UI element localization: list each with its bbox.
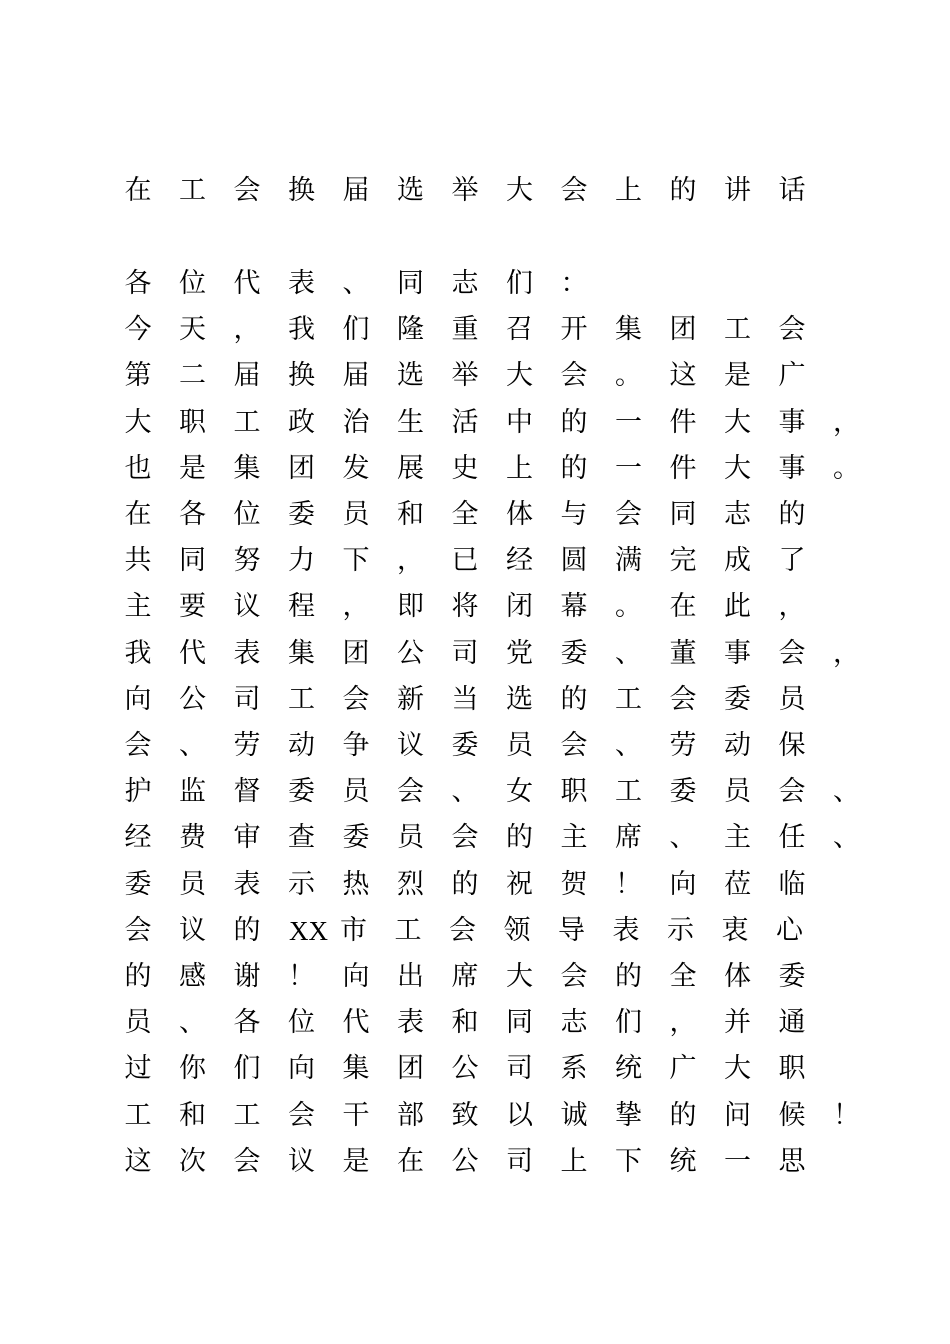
paragraph-line (0, 868, 950, 914)
glyph: 集 (342, 1053, 370, 1085)
glyph: 会 (451, 822, 479, 854)
glyph: 展 (397, 452, 424, 484)
glyph: 部 (397, 1099, 424, 1131)
glyph: 史 (451, 452, 479, 484)
glyph: 候 (778, 1099, 806, 1131)
glyph: 会 (124, 730, 152, 761)
glyph: 公 (451, 1053, 479, 1085)
glyph: 争 (342, 730, 370, 761)
glyph: 表 (397, 1007, 424, 1039)
glyph: 一 (724, 1145, 751, 1177)
glyph: 的 (506, 822, 533, 854)
glyph: 的 (560, 683, 588, 715)
glyph: 次 (179, 1145, 206, 1177)
glyph: 烈 (397, 868, 424, 900)
glyph: 满 (615, 545, 642, 577)
glyph: 力 (288, 545, 315, 577)
glyph: 司 (233, 683, 261, 715)
glyph: 集 (615, 314, 642, 346)
glyph: 、 (669, 822, 697, 854)
glyph: 们 (506, 268, 533, 299)
glyph: 即 (397, 591, 424, 623)
glyph: 这 (124, 1145, 152, 1177)
glyph: 下 (342, 545, 370, 577)
glyph: 已 (451, 545, 479, 577)
glyph: 代 (233, 268, 261, 299)
glyph: 以 (506, 1099, 533, 1131)
glyph: 、 (451, 776, 479, 808)
glyph: 开 (560, 314, 588, 346)
glyph: 上 (560, 1145, 588, 1177)
glyph: 党 (506, 637, 533, 669)
glyph: 。 (833, 452, 860, 484)
glyph: 届 (342, 175, 370, 206)
glyph: 任 (778, 822, 806, 854)
glyph: 的 (124, 961, 152, 992)
glyph: 新 (397, 683, 424, 715)
glyph: 大 (506, 961, 533, 992)
glyph: 全 (669, 961, 697, 992)
glyph: 委 (724, 683, 751, 715)
glyph: 会 (560, 961, 588, 992)
glyph: 和 (397, 499, 424, 530)
glyph: 团 (288, 452, 315, 484)
glyph: 公 (397, 637, 424, 669)
glyph: 大 (724, 1053, 751, 1085)
paragraph-line (0, 914, 950, 960)
glyph: 选 (397, 360, 424, 392)
paragraph-line (0, 267, 950, 313)
glyph: 上 (506, 452, 533, 484)
glyph: 、 (833, 822, 860, 854)
glyph: 程 (288, 591, 315, 623)
glyph: 中 (506, 406, 533, 438)
glyph: 经 (506, 545, 533, 577)
glyph: 在 (669, 591, 697, 623)
glyph: 体 (724, 961, 751, 992)
glyph: XX (289, 915, 328, 946)
glyph: 感 (179, 961, 206, 992)
glyph: 事 (778, 452, 806, 484)
glyph: 委 (124, 868, 152, 900)
glyph: 工 (615, 776, 642, 808)
glyph: 向 (124, 683, 152, 715)
paragraph-line (0, 729, 950, 775)
glyph: 动 (724, 730, 751, 761)
glyph: 表 (288, 268, 315, 299)
glyph: 了 (778, 545, 806, 577)
glyph: 圆 (560, 545, 588, 577)
glyph: 委 (669, 776, 697, 808)
glyph: 会 (124, 914, 152, 946)
glyph: 各 (233, 1007, 261, 1039)
glyph: 席 (615, 822, 642, 854)
glyph: 致 (451, 1099, 479, 1131)
glyph: 讲 (724, 175, 751, 206)
glyph: 选 (506, 683, 533, 715)
glyph: 体 (506, 499, 533, 530)
glyph: 干 (342, 1099, 370, 1131)
glyph: 上 (615, 175, 642, 206)
glyph: 议 (288, 1145, 315, 1177)
glyph: 董 (669, 637, 697, 669)
glyph: 委 (451, 730, 479, 761)
glyph: 向 (669, 868, 697, 900)
paragraph-line (0, 683, 950, 729)
glyph: 职 (778, 1053, 806, 1085)
glyph: 公 (179, 683, 206, 715)
glyph: 重 (451, 314, 479, 346)
glyph: 志 (724, 499, 751, 530)
glyph: 委 (342, 822, 370, 854)
glyph: 、 (833, 776, 860, 808)
glyph: 和 (179, 1099, 206, 1131)
glyph: 代 (179, 637, 206, 669)
glyph: 在 (397, 1145, 424, 1177)
glyph: 事 (724, 637, 751, 669)
glyph: 司 (506, 1053, 533, 1085)
glyph: 活 (451, 406, 479, 438)
glyph: 我 (288, 314, 315, 346)
glyph: 主 (124, 591, 152, 623)
glyph: 衷 (721, 914, 749, 946)
glyph: 、 (615, 730, 642, 761)
glyph: 议 (397, 730, 424, 761)
glyph: 全 (451, 499, 479, 530)
glyph: 是 (342, 1145, 370, 1177)
glyph: 员 (397, 822, 424, 854)
glyph: 闭 (506, 591, 533, 623)
glyph: 和 (451, 1007, 479, 1039)
glyph: 会 (778, 637, 806, 669)
glyph: 员 (724, 776, 751, 808)
glyph: ！ (288, 961, 315, 992)
glyph: 临 (778, 868, 806, 900)
glyph: 的 (778, 499, 806, 530)
glyph: 事 (778, 406, 806, 438)
glyph: 是 (724, 360, 751, 392)
glyph: 劳 (669, 730, 697, 761)
glyph: 委 (288, 776, 315, 808)
glyph: 护 (124, 776, 152, 808)
glyph: 举 (451, 360, 479, 392)
glyph: 、 (615, 637, 642, 669)
glyph: 查 (288, 822, 315, 854)
glyph: 当 (451, 683, 479, 715)
glyph: ！ (833, 1099, 860, 1131)
glyph: 在 (124, 175, 152, 206)
glyph: 工 (394, 914, 422, 946)
glyph: 向 (288, 1053, 315, 1085)
glyph: 会 (233, 1145, 261, 1177)
glyph: 位 (233, 499, 261, 530)
glyph: 过 (124, 1053, 152, 1085)
glyph: 员 (124, 1007, 152, 1039)
paragraph-line (0, 498, 950, 544)
glyph: 话 (778, 175, 806, 206)
glyph: 经 (124, 822, 152, 854)
glyph: 将 (451, 591, 479, 623)
paragraph-line (0, 1052, 950, 1098)
glyph: 治 (342, 406, 370, 438)
glyph: 大 (124, 406, 152, 438)
glyph: 监 (179, 776, 206, 808)
glyph: 员 (506, 730, 533, 761)
glyph: 发 (342, 452, 370, 484)
glyph: 诚 (560, 1099, 588, 1131)
glyph: 表 (612, 914, 640, 946)
glyph: 会 (397, 776, 424, 808)
glyph: ！ (615, 868, 642, 900)
glyph: 表 (233, 868, 261, 900)
glyph: 问 (724, 1099, 751, 1131)
glyph: 会 (778, 314, 806, 346)
glyph: 一 (615, 452, 642, 484)
glyph: 件 (669, 452, 697, 484)
glyph: 会 (288, 1099, 315, 1131)
paragraph-line (0, 313, 950, 359)
glyph: 导 (558, 914, 585, 946)
glyph: 同 (179, 545, 206, 577)
glyph: 谢 (233, 961, 261, 992)
glyph: 是 (179, 452, 206, 484)
glyph: 我 (124, 637, 152, 669)
glyph: 审 (233, 822, 261, 854)
document-title (0, 174, 950, 220)
glyph: 、 (179, 1007, 206, 1039)
glyph: ， (833, 637, 860, 669)
glyph: 选 (397, 175, 424, 206)
paragraph-line (0, 960, 950, 1006)
glyph: 席 (451, 961, 479, 992)
glyph: 大 (506, 175, 533, 206)
glyph: 件 (669, 406, 697, 438)
glyph: 们 (233, 1053, 261, 1085)
glyph: 也 (124, 452, 152, 484)
paragraph-line (0, 821, 950, 867)
glyph: 天 (179, 314, 206, 346)
glyph: 、 (342, 268, 370, 299)
glyph: 政 (288, 406, 315, 438)
glyph: 女 (506, 776, 533, 808)
glyph: 这 (669, 360, 697, 392)
glyph: 热 (342, 868, 370, 900)
glyph: 届 (233, 360, 261, 392)
glyph: 督 (233, 776, 261, 808)
glyph: 示 (667, 914, 694, 946)
glyph: 的 (451, 868, 479, 900)
glyph: 在 (124, 499, 152, 530)
paragraph-line (0, 637, 950, 683)
glyph: 心 (776, 914, 803, 946)
glyph: 举 (451, 175, 479, 206)
glyph: 主 (560, 822, 588, 854)
glyph: 团 (669, 314, 697, 346)
glyph: 同 (669, 499, 697, 530)
glyph: 工 (288, 683, 315, 715)
glyph: 工 (233, 406, 261, 438)
glyph: 职 (179, 406, 206, 438)
glyph: ， (833, 406, 860, 438)
glyph: 第 (124, 360, 152, 392)
glyph: 大 (724, 452, 751, 484)
glyph: 代 (342, 1007, 370, 1039)
glyph: 委 (288, 499, 315, 530)
glyph: 议 (179, 914, 206, 946)
paragraph-line (0, 1006, 950, 1052)
glyph: 思 (778, 1145, 806, 1177)
glyph: 司 (451, 637, 479, 669)
glyph: 表 (233, 637, 261, 669)
paragraph-line (0, 775, 950, 821)
glyph: 成 (724, 545, 751, 577)
glyph: 会 (560, 360, 588, 392)
glyph: 统 (615, 1053, 642, 1085)
paragraph-line (0, 544, 950, 590)
glyph: 主 (724, 822, 751, 854)
glyph: 位 (288, 1007, 315, 1039)
glyph: 团 (397, 1053, 424, 1085)
glyph: 们 (342, 314, 370, 346)
glyph: 的 (669, 175, 697, 206)
glyph: 的 (615, 961, 642, 992)
glyph: 职 (560, 776, 588, 808)
glyph: 努 (233, 545, 261, 577)
glyph: 各 (179, 499, 206, 530)
glyph: 此 (724, 591, 751, 623)
glyph: 的 (560, 452, 588, 484)
paragraph-line (0, 1145, 950, 1191)
glyph: 各 (124, 268, 152, 299)
glyph: 领 (503, 914, 531, 946)
glyph: 工 (615, 683, 642, 715)
glyph: 通 (778, 1007, 806, 1039)
glyph: 团 (342, 637, 370, 669)
glyph: 广 (778, 360, 806, 392)
glyph: 工 (179, 175, 206, 206)
glyph: 完 (669, 545, 697, 577)
glyph: 换 (288, 360, 315, 392)
glyph: 。 (615, 591, 642, 623)
glyph: 工 (124, 1099, 152, 1131)
glyph: 员 (179, 868, 206, 900)
paragraph-line (0, 406, 950, 452)
glyph: 的 (669, 1099, 697, 1131)
glyph: 今 (124, 314, 152, 346)
paragraph-line (0, 359, 950, 405)
glyph: 会 (560, 175, 588, 206)
glyph: 委 (778, 961, 806, 992)
glyph: 集 (233, 452, 261, 484)
glyph: 、 (179, 730, 206, 761)
glyph: 共 (124, 545, 152, 577)
glyph: 费 (179, 822, 206, 854)
glyph: 工 (233, 1099, 261, 1131)
glyph: 莅 (724, 868, 751, 900)
glyph: 会 (560, 730, 588, 761)
glyph: 员 (342, 776, 370, 808)
glyph: 隆 (397, 314, 424, 346)
glyph: 届 (342, 360, 370, 392)
glyph: 一 (615, 406, 642, 438)
glyph: 的 (560, 406, 588, 438)
glyph: 要 (179, 591, 206, 623)
glyph: 大 (724, 406, 751, 438)
glyph: 司 (506, 1145, 533, 1177)
glyph: 劳 (233, 730, 261, 761)
paragraph-line (0, 590, 950, 636)
glyph: 你 (179, 1053, 206, 1085)
glyph: 们 (615, 1007, 642, 1039)
glyph: 的 (233, 914, 261, 946)
glyph: ， (233, 314, 261, 346)
glyph: 系 (560, 1053, 588, 1085)
glyph: 挚 (615, 1099, 642, 1131)
glyph: 员 (778, 683, 806, 715)
glyph: 委 (560, 637, 588, 669)
glyph: 与 (560, 499, 588, 530)
glyph: 。 (615, 360, 642, 392)
glyph: 会 (669, 683, 697, 715)
glyph: ， (342, 591, 370, 623)
glyph: 向 (342, 961, 370, 992)
glyph: 会 (449, 914, 476, 946)
glyph: 会 (342, 683, 370, 715)
glyph: 志 (451, 268, 479, 299)
glyph: 大 (506, 360, 533, 392)
glyph: 员 (342, 499, 370, 530)
glyph: 祝 (506, 868, 533, 900)
paragraph-line (0, 452, 950, 498)
glyph: 广 (669, 1053, 697, 1085)
glyph: 工 (724, 314, 751, 346)
glyph: 换 (288, 175, 315, 206)
glyph: 会 (778, 776, 806, 808)
glyph: 二 (179, 360, 206, 392)
glyph: 市 (340, 914, 367, 946)
glyph: 并 (724, 1007, 751, 1039)
glyph: ： (560, 268, 588, 299)
glyph: 志 (560, 1007, 588, 1039)
glyph: 出 (397, 961, 424, 992)
glyph: 同 (397, 268, 424, 299)
glyph: 位 (179, 268, 206, 299)
glyph: 召 (506, 314, 533, 346)
glyph: ， (397, 545, 424, 577)
glyph: ， (669, 1007, 697, 1039)
glyph: ， (778, 591, 806, 623)
glyph: 会 (233, 175, 261, 206)
glyph: 生 (397, 406, 424, 438)
glyph: 下 (615, 1145, 642, 1177)
glyph: 统 (669, 1145, 697, 1177)
glyph: 贺 (560, 868, 588, 900)
glyph: 议 (233, 591, 261, 623)
glyph: 会 (615, 499, 642, 530)
glyph: 保 (778, 730, 806, 761)
paragraph-line (0, 1099, 950, 1145)
glyph: 同 (506, 1007, 533, 1039)
glyph: 集 (288, 637, 315, 669)
glyph: 示 (288, 868, 315, 900)
glyph: 幕 (560, 591, 588, 623)
glyph: 动 (288, 730, 315, 761)
glyph: 公 (451, 1145, 479, 1177)
